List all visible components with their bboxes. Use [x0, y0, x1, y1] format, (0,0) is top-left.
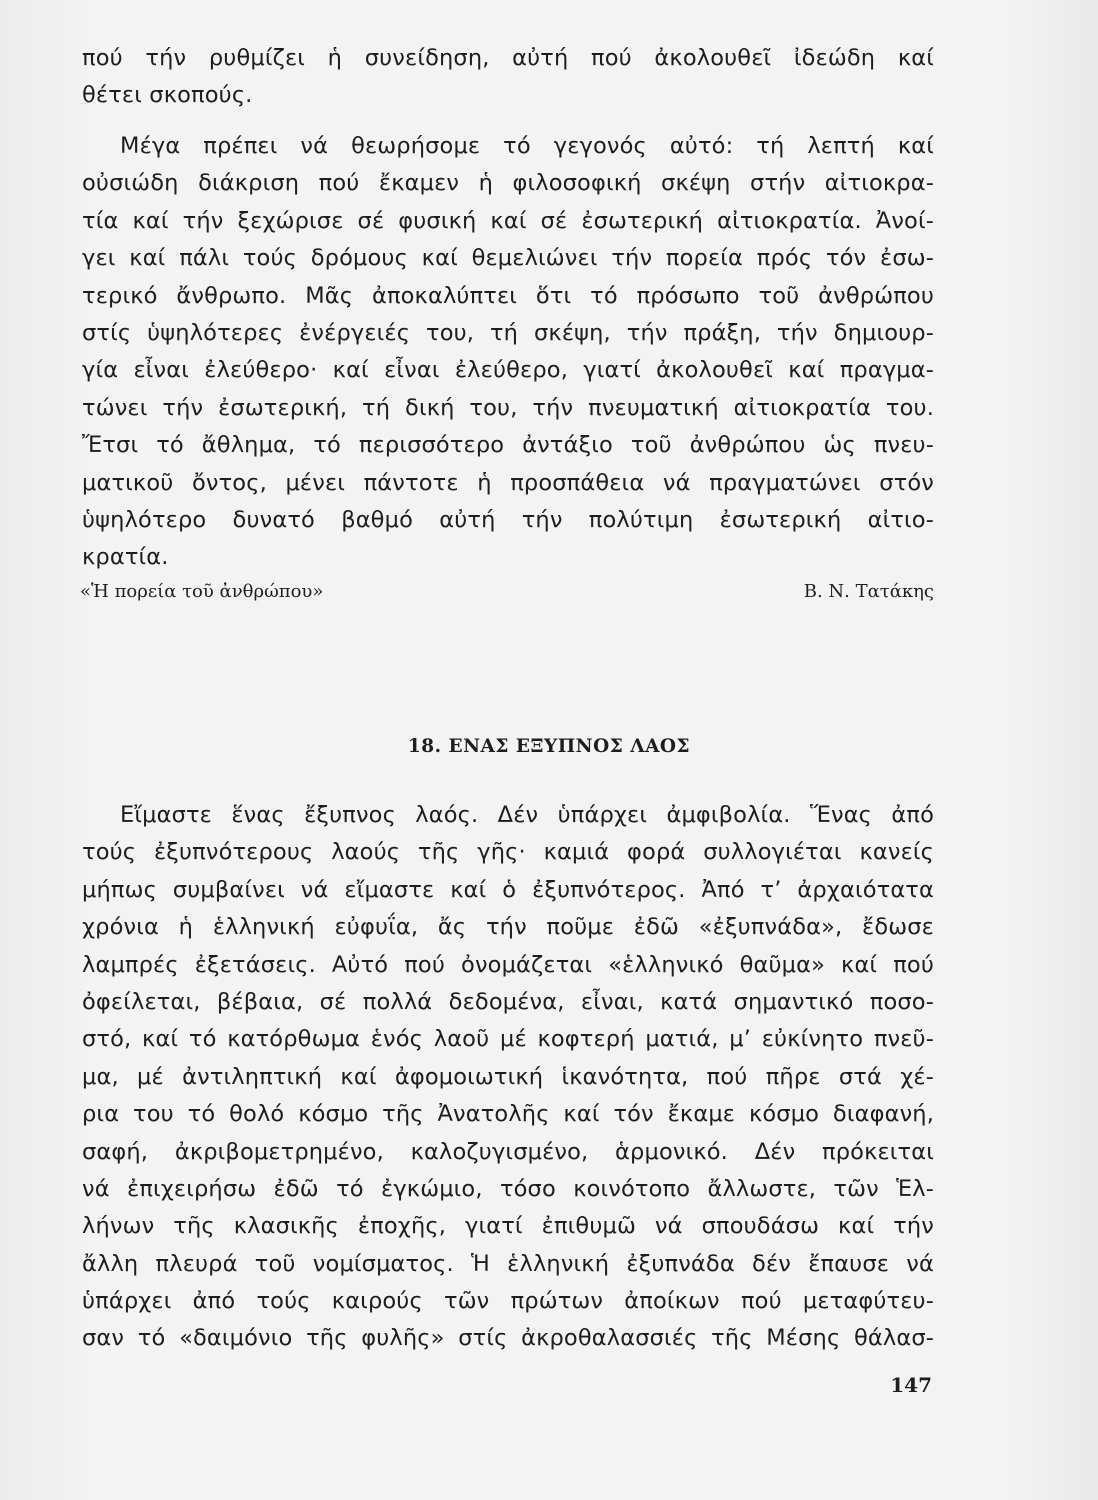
text-line: τερικό ἄνθρωπο. Μᾶς ἀποκαλύπτει ὅτι τό πρόσωπο τοῦ ἀνθρώπου — [82, 282, 934, 309]
text-line: ὑπάρχει ἀπό τούς καιρούς τῶν πρώτων ἀποίκων πού μεταφύτευ- — [82, 1288, 934, 1315]
text-line: νά ἐπιχειρήσω ἐδῶ τό ἐγκώμιο, τόσο κοινότοπο ἄλλωστε, τῶν Ἑλ- — [82, 1175, 934, 1202]
text-line: τούς ἐξυπνότερους λαούς τῆς γῆς· καμιά φορά συλλογιέται κανείς — [82, 839, 934, 866]
text-line: γει καί πάλι τούς δρόμους καί θεμελιώνει τήν πορεία πρός τόν ἐσω- — [82, 245, 934, 272]
text-line: πού τήν ρυθμίζει ἡ συνείδηση, αὐτή πού ἀκολουθεῖ ἰδεώδη καί — [82, 45, 934, 71]
text-line: τώνει τήν ἐσωτερική, τή δική του, τήν πνευματική αἰτιοκρατία του. — [82, 394, 934, 421]
text-line: χρόνια ἡ ἑλληνική εὐφυΐα, ἄς τήν ποῦμε ἐδῶ «ἐξυπνάδα», ἔδωσε — [82, 914, 934, 941]
text-line: στίς ὑψηλότερες ἐνέργειές του, τή σκέψη, τήν πράξη, τήν δημιουρ- — [82, 319, 934, 346]
text-line: ματικοῦ ὄντος, μένει πάντοτε ἡ προσπάθεια νά πραγματώνει στόν — [82, 469, 934, 496]
text-line: ὀφείλεται, βέβαια, σέ πολλά δεδομένα, εἶναι, κατά σημαντικό ποσο- — [82, 988, 934, 1015]
text-line: θέτει σκοπούς. — [82, 82, 253, 109]
paragraph-determinism — [82, 128, 934, 577]
text-line: τία καί τήν ξεχώρισε σέ φυσική καί σέ ἐσωτερική αἰτιοκρατία. Ἀνοί- — [82, 207, 934, 234]
text-line: Μέγα πρέπει νά θεωρήσομε τό γεγονός αὐτό: τή λεπτή καί — [120, 133, 934, 159]
text-line: στό, καί τό κατόρθωμα ἑνός λαοῦ μέ κοφτερή ματιά, μ’ εὐκίνητο πνεῦ- — [82, 1026, 934, 1053]
text-line: Εἴμαστε ἕνας ἔξυπνος λαός. Δέν ὑπάρχει ἀμφιβολία. Ἕνας ἀπό — [120, 802, 934, 828]
text-line: Ἔτσι τό ἄθλημα, τό περισσότερο ἀντάξιο τοῦ ἀνθρώπου ὡς πνευ- — [82, 432, 934, 459]
text-line: ὑψηλότερο δυνατό βαθμό αὐτή τήν πολύτιμη ἐσωτερική αἰτιο- — [82, 506, 934, 533]
paragraph-clever-people — [82, 797, 934, 1358]
text-line: σαν τό «δαιμόνιο τῆς φυλῆς» στίς ἀκροθαλασσιές τῆς Μέσης θάλασ- — [82, 1325, 934, 1352]
text-line: οὐσιώδη διάκριση πού ἔκαμεν ἡ φιλοσοφική σκέψη στήν αἰτιοκρα- — [82, 170, 934, 197]
section-heading: 18. ΕΝΑΣ ΕΞΥΠΝΟΣ ΛΑΟΣ — [407, 736, 691, 757]
text-line: λαμπρές ἐξετάσεις. Αὐτό πού ὀνομάζεται «ἑλληνικό θαῦμα» καί πού — [82, 951, 934, 978]
source-citation — [80, 575, 934, 609]
text-line: μα, μέ ἀντιληπτική καί ἀφομοιωτική ἱκανότητα, πού πῆρε στά χέ- — [82, 1063, 934, 1090]
text-line: γία εἶναι ἐλεύθερο· καί εἶναι ἐλεύθερο, γιατί ἀκολουθεῖ καί πραγμα- — [82, 357, 934, 384]
source-author: Β. Ν. Τατάκης — [803, 581, 934, 602]
page-number: 147 — [890, 1373, 932, 1397]
text-line: κρατία. — [82, 544, 169, 571]
text-line: ρια του τό θολό κόσμο τῆς Ἀνατολῆς καί τόν ἔκαμε κόσμο διαφανή, — [82, 1101, 934, 1128]
text-line: λήνων τῆς κλασικῆς ἐποχῆς, γιατί ἐπιθυμῶ νά σπουδάσω καί τήν — [82, 1213, 934, 1240]
text-line: μήπως συμβαίνει νά εἴμαστε καί ὁ ἐξυπνότερος. Ἀπό τ’ ἀρχαιότατα — [82, 876, 934, 903]
paragraph-continued — [82, 40, 934, 115]
text-line: σαφή, ἀκριβομετρημένο, καλοζυγισμένο, ἁρμονικό. Δέν πρόκειται — [82, 1138, 934, 1165]
text-line: ἄλλη πλευρά τοῦ νομίσματος. Ἡ ἑλληνική ἐξυπνάδα δέν ἔπαυσε νά — [82, 1250, 934, 1277]
source-work-title: «Ἡ πορεία τοῦ ἀνθρώπου» — [80, 581, 324, 602]
